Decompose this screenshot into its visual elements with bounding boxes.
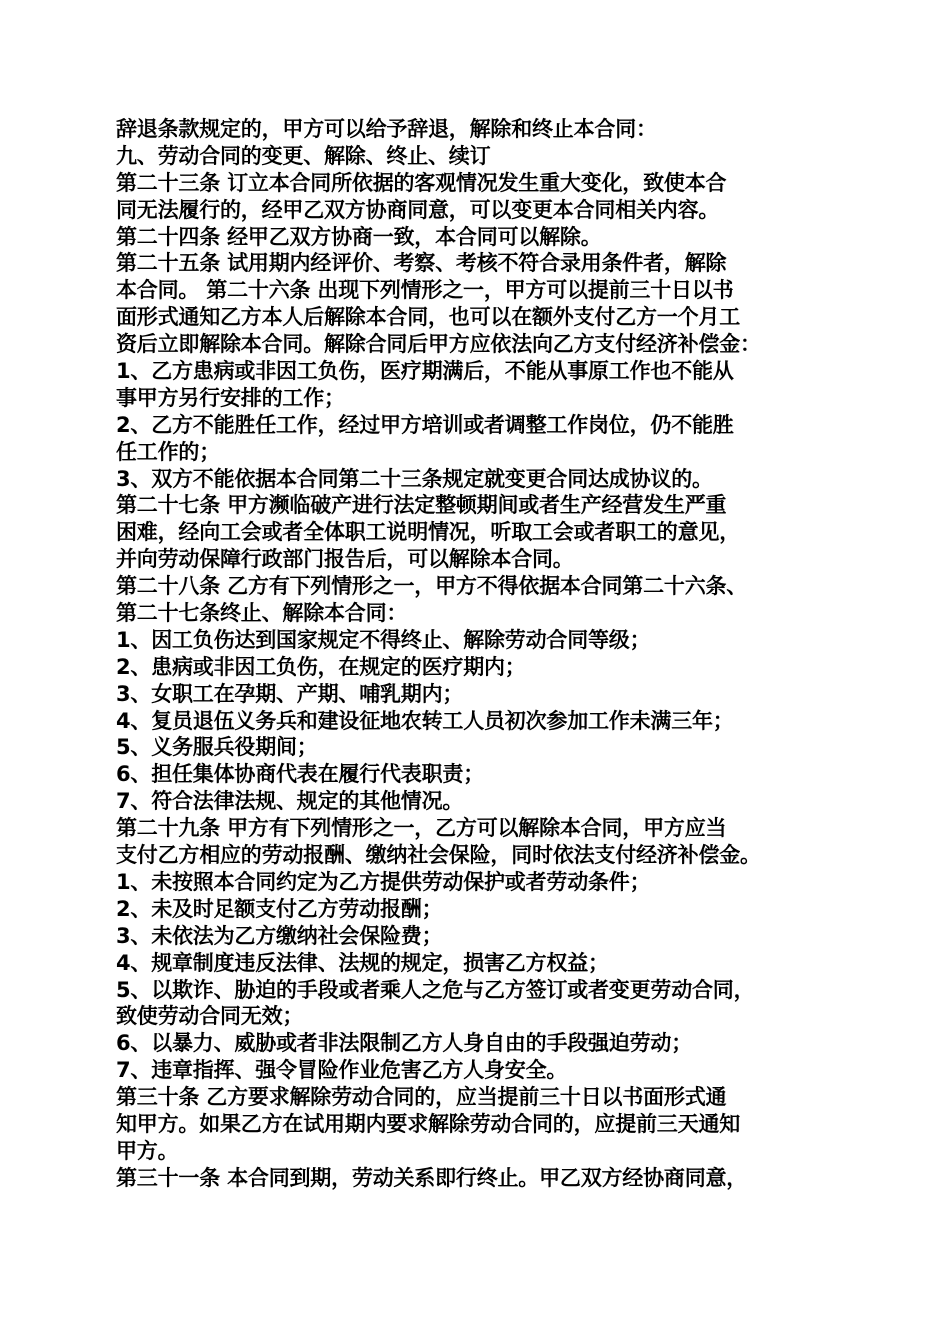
text-line: 第三十条 乙方要求解除劳动合同的，应当提前三十日以书面形式通 <box>116 1085 727 1110</box>
text-line: 事甲方另行安排的工作； <box>116 385 345 410</box>
text-line: 1、因工负伤达到国家规定不得终止、解除劳动合同等级； <box>116 627 651 652</box>
text-line: 5、义务服兵役期间； <box>116 735 318 760</box>
text-line: 3、女职工在孕期、产期、哺乳期内； <box>116 681 464 706</box>
text-line: 第二十七条 甲方濒临破产进行法定整顿期间或者生产经营发生严重 <box>116 493 727 518</box>
text-line: 任工作的； <box>116 439 220 464</box>
text-line: 知甲方。如果乙方在试用期内要求解除劳动合同的，应提前三天通知 <box>116 1111 740 1136</box>
text-line: 同无法履行的，经甲乙双方协商同意，可以变更本合同相关内容。 <box>116 197 720 222</box>
text-line: 第二十七条终止、解除本合同： <box>116 601 408 626</box>
text-line: 第三十一条 本合同到期，劳动关系即行终止。甲乙双方经协商同意， <box>116 1165 748 1190</box>
document-page <box>116 116 856 1192</box>
text-line: 第二十八条 乙方有下列情形之一，甲方不得依据本合同第二十六条、 <box>116 574 748 599</box>
text-line: 资后立即解除本合同。解除合同后甲方应依法向乙方支付经济补偿金： <box>116 332 761 357</box>
text-line: 九、劳动合同的变更、解除、终止、续订 <box>116 143 491 168</box>
text-line: 7、违章指挥、强令冒险作业危害乙方人身安全。 <box>116 1058 568 1083</box>
text-line: 辞退条款规定的，甲方可以给予辞退，解除和终止本合同： <box>116 117 657 141</box>
text-line: 5、以欺诈、胁迫的手段或者乘人之危与乙方签订或者变更劳动合同， <box>116 977 755 1002</box>
text-line: 3、未依法为乙方缴纳社会保险费； <box>116 923 443 948</box>
text-line: 第二十五条 试用期内经评价、考察、考核不符合录用条件者，解除 <box>116 251 727 276</box>
text-line: 甲方。 <box>116 1138 179 1163</box>
text-line: 2、乙方不能胜任工作，经过甲方培训或者调整工作岗位，仍不能胜 <box>116 412 734 437</box>
text-line: 4、复员退伍义务兵和建设征地农转工人员初次参加工作未满三年； <box>116 708 734 733</box>
text-line: 1、乙方患病或非因工负伤，医疗期满后，不能从事原工作也不能从 <box>116 359 734 384</box>
text-line: 致使劳动合同无效； <box>116 1004 304 1029</box>
text-line: 6、以暴力、威胁或者非法限制乙方人身自由的手段强迫劳动； <box>116 1031 693 1056</box>
text-line: 7、符合法律法规、规定的其他情况。 <box>116 789 464 814</box>
text-line: 并向劳动保障行政部门报告后，可以解除本合同。 <box>116 547 574 572</box>
text-line: 面形式通知乙方本人后解除本合同，也可以在额外支付乙方一个月工 <box>116 305 740 330</box>
text-line: 1、未按照本合同约定为乙方提供劳动保护或者劳动条件； <box>116 869 651 894</box>
text-line: 2、患病或非因工负伤，在规定的医疗期内； <box>116 654 526 679</box>
text-line: 6、担任集体协商代表在履行代表职责； <box>116 762 485 787</box>
text-line: 3、双方不能依据本合同第二十三条规定就变更合同达成协议的。 <box>116 466 713 491</box>
text-line: 4、规章制度违反法律、法规的规定，损害乙方权益； <box>116 950 609 975</box>
text-line: 第二十四条 经甲乙双方协商一致，本合同可以解除。 <box>116 224 602 249</box>
text-line: 支付乙方相应的劳动报酬、缴纳社会保险，同时依法支付经济补偿金。 <box>116 843 761 868</box>
text-line: 第二十三条 订立本合同所依据的客观情况发生重大变化，致使本合 <box>116 170 727 195</box>
text-line: 本合同。 第二十六条 出现下列情形之一，甲方可以提前三十日以书 <box>116 278 734 303</box>
text-line: 2、未及时足额支付乙方劳动报酬； <box>116 896 443 921</box>
text-line: 困难，经向工会或者全体职工说明情况，听取工会或者职工的意见， <box>116 520 740 545</box>
text-line: 第二十九条 甲方有下列情形之一，乙方可以解除本合同，甲方应当 <box>116 816 727 841</box>
